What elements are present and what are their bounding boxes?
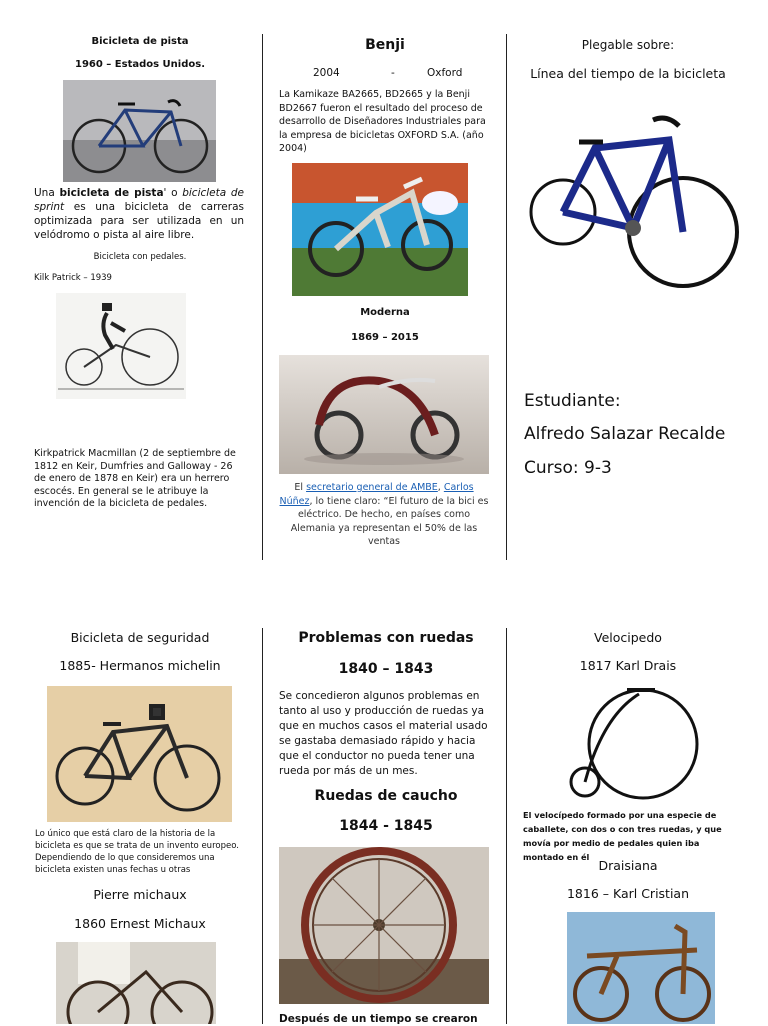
kilk-label: Kilk Patrick – 1939 — [34, 273, 112, 283]
course-label: Curso: 9-3 — [524, 458, 612, 478]
divider-bottom-left — [262, 628, 263, 1024]
safety-bike-photo — [47, 686, 232, 822]
draisiana-photo — [567, 912, 715, 1024]
quote-lead: El — [294, 482, 307, 493]
moderna-title: Moderna — [360, 307, 410, 318]
para-mid: ' o — [163, 187, 183, 199]
para-lead: Una — [34, 187, 60, 199]
safety-paragraph: Lo único que está claro de la historia de la bicicleta es que se trata de un invento europeo. Dependiendo de lo que consideremos una bicicleta existen unas fechas u otras — [35, 829, 239, 875]
macmillan-bio: Kirkpatrick Macmillan (2 de septiembre de 1812 en Keir, Dumfries and Galloway - 26 de enero de 1878 en Keir) era un herrero escocés. En general se le atribuye la invención de la bicicleta de pedales. — [34, 448, 236, 509]
panel6-subtitle: 1817 Karl Drais — [579, 658, 677, 673]
divider-top-right — [506, 34, 507, 560]
modern-bike-photo — [279, 355, 489, 474]
rubber-wheel-photo — [279, 847, 489, 1004]
track-bike-photo — [63, 80, 216, 182]
quote-rest: , lo tiene claro: “El futuro de la bici es eléctrico. De hecho, en países como Alemania ya representan el 50% de las ventas — [290, 495, 489, 547]
velo-rest: , y que movía por medio de pedales quien iba montado en él — [523, 824, 722, 862]
penny-farthing-photo — [523, 686, 736, 802]
carlos-nunez-link[interactable]: Carlos Núñez — [279, 482, 474, 507]
panel6-title: Velocipedo — [594, 630, 662, 645]
ambe-secretary-link[interactable]: secretario general de AMBE — [306, 482, 438, 493]
ambe-quote — [279, 481, 489, 549]
para-italic: bicicleta de sprint — [34, 187, 244, 213]
velo-lead: El velocípedo formado por una especie de caballete, con dos o con tres — [523, 810, 717, 834]
wheels-paragraph: Se concedieron algunos problemas en tanto al uso y producción de ruedas ya que en muchos casos el material usado se gastaba demasiado rápido y hacia que el conductor no pueda tener una rueda por más de un mes. — [279, 690, 488, 777]
draisiana-subtitle: 1816 – Karl Cristian — [566, 886, 690, 901]
panel1-subtitle: 1960 – Estados Unidos. — [74, 59, 205, 70]
panel5-title: Problemas con ruedas — [298, 630, 474, 646]
caucho-title: Ruedas de caucho — [314, 788, 458, 804]
panel4-title: Bicicleta de seguridad — [70, 630, 210, 645]
benji-brand: Oxford — [427, 67, 463, 79]
michaux-subtitle: 1860 Ernest Michaux — [74, 916, 206, 931]
panel1-paragraph — [34, 186, 244, 242]
para-bold: bicicleta de pista — [59, 187, 164, 199]
panel1-title: Bicicleta de pista — [91, 36, 189, 47]
moderna-years: 1869 – 2015 — [351, 332, 419, 343]
divider-bottom-right — [506, 628, 507, 1024]
michaux-title: Pierre michaux — [93, 887, 187, 902]
panel4-subtitle: 1885- Hermanos michelin — [59, 658, 221, 673]
panel3-subtitle: Línea del tiempo de la bicicleta — [530, 66, 726, 81]
panel5-years: 1840 – 1843 — [338, 661, 434, 677]
blue-bike-photo — [523, 92, 746, 314]
velocipedo-paragraph — [523, 808, 741, 864]
after-text: Después de un tiempo se crearon — [279, 1013, 478, 1025]
benji-bike-photo — [292, 163, 468, 296]
draisiana-title: Draisiana — [598, 858, 658, 873]
velo-bold: ruedas — [658, 824, 691, 834]
panel2-title: Benji — [365, 37, 405, 53]
pedal-caption: Bicicleta con pedales. — [93, 252, 187, 262]
benji-dash: - — [391, 67, 395, 79]
benji-paragraph: La Kamikaze BA2665, BD2665 y la Benji BD2667 fueron el resultado del proceso de desarrollo de Diseñadores Industriales para la empresa de bicicletas OXFORD S.A. (año 2004) — [279, 89, 486, 154]
para-rest: es una bicicleta de carreras optimizada para ser utilizada en un velódromo o pista al aire libre. — [34, 201, 244, 241]
student-label: Estudiante: — [524, 391, 621, 411]
macmillan-bike-drawing — [56, 293, 186, 399]
quote-comma: , — [437, 482, 444, 493]
benji-year: 2004 — [313, 67, 340, 79]
student-name: Alfredo Salazar Recalde — [524, 424, 726, 444]
divider-top-left — [262, 34, 263, 560]
panel3-title: Plegable sobre: — [581, 38, 675, 52]
caucho-years: 1844 - 1845 — [339, 818, 433, 834]
michaux-bike-photo — [56, 942, 216, 1024]
